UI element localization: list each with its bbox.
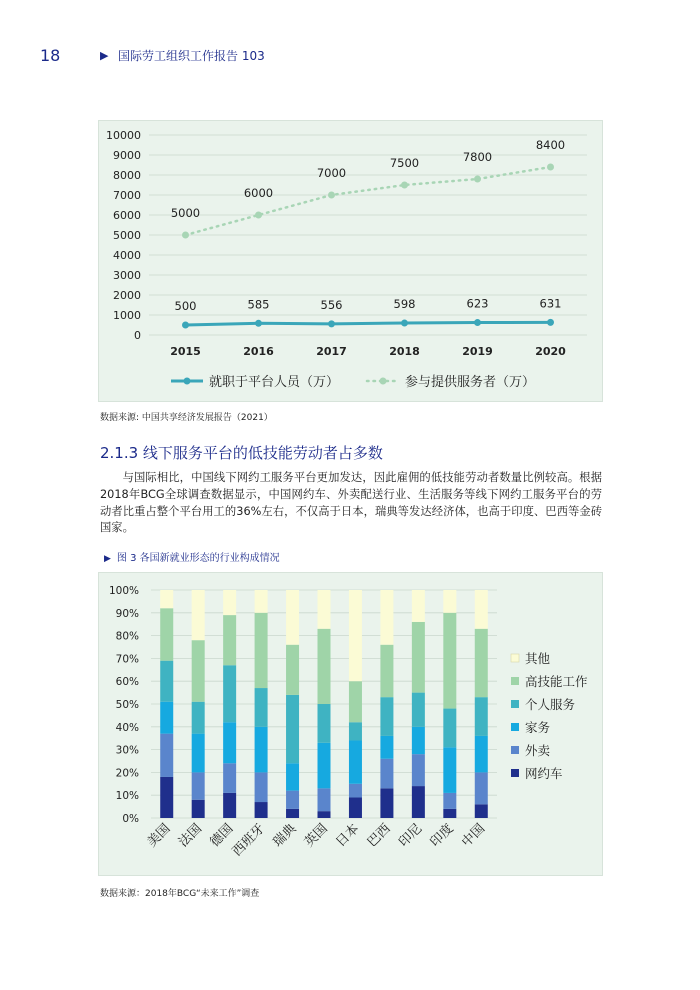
- bar-segment: [160, 661, 173, 702]
- y-tick-label: 1000: [113, 309, 141, 322]
- legend-label-service-providers: 参与提供服务者（万）: [405, 375, 536, 390]
- bar-segment: [443, 809, 456, 818]
- bar-segment: [349, 784, 362, 798]
- x-tick-label: 巴西: [364, 821, 394, 851]
- bar-segment: [349, 590, 362, 681]
- bar-segment: [349, 722, 362, 740]
- data-point-service-providers: [182, 232, 189, 239]
- figure-title: [104, 549, 280, 564]
- bar-segment: [192, 590, 205, 640]
- bar-segment: [223, 590, 236, 615]
- legend-label: 高技能工作: [525, 674, 588, 689]
- y-tick-label: 50%: [115, 699, 139, 711]
- bar-segment: [318, 590, 331, 629]
- bar-segment: [255, 613, 268, 688]
- x-tick-label: 德国: [207, 821, 237, 851]
- bar-segment: [412, 754, 425, 786]
- bar-segment: [255, 590, 268, 613]
- x-tick-label: 2019: [462, 345, 493, 358]
- bar-segment: [286, 763, 299, 790]
- x-tick-label: 2015: [170, 345, 201, 358]
- bar-segment: [318, 743, 331, 789]
- bar-segment: [192, 800, 205, 818]
- x-tick-label: 2017: [316, 345, 347, 358]
- legend-swatch: [511, 677, 519, 685]
- x-tick-label: 2018: [389, 345, 420, 358]
- bar-segment: [443, 709, 456, 748]
- bar-segment: [318, 704, 331, 743]
- figure-arrow-icon: ▶: [104, 554, 111, 564]
- data-label-service-providers: 6000: [243, 186, 274, 200]
- y-tick-label: 30%: [115, 744, 139, 757]
- x-tick-label: 西班牙: [229, 821, 268, 860]
- bar-segment: [192, 734, 205, 773]
- data-label-platform-employees: 623: [466, 296, 489, 311]
- y-tick-label: 10%: [115, 790, 139, 803]
- data-label-service-providers: 7000: [316, 166, 347, 180]
- bar-segment: [286, 645, 299, 695]
- bar-segment: [380, 645, 393, 697]
- y-tick-label: 40%: [115, 721, 139, 734]
- bar-segment: [380, 697, 393, 736]
- legend-label: 网约车: [525, 766, 563, 781]
- chart1-source: 数据来源: 中国共享经济发展报告（2021）: [100, 413, 273, 423]
- y-tick-label: 3000: [113, 269, 141, 282]
- section-title: 2.1.3 线下服务平台的低技能劳动者占多数: [100, 444, 383, 462]
- bar-segment: [412, 622, 425, 693]
- stacked-bar-chart-svg: [99, 573, 602, 875]
- header-arrow-icon: ▶: [100, 49, 109, 62]
- data-label-platform-employees: 631: [539, 296, 562, 311]
- data-point-platform-employees: [255, 320, 262, 327]
- bar-segment: [349, 797, 362, 818]
- y-tick-label: 100%: [108, 585, 139, 597]
- series-line-service-providers: [186, 167, 551, 235]
- data-point-service-providers: [401, 182, 408, 189]
- section-paragraph: 与国际相比，中国线下网约工服务平台更加发达，因此雇佣的低技能劳动者数量比例较高。根据2018年BCG全球调查数据显示，中国网约车、外卖配送行业、生活服务等线下网约工服务平台的劳动者比重占整个平台用工的36%左右，不仅高于日本，瑞典等发达经济体，也高于印度、巴西等金砖国家。: [100, 471, 602, 535]
- y-tick-label: 5000: [113, 229, 141, 242]
- x-tick-label: 法国: [176, 821, 206, 851]
- data-point-service-providers: [328, 192, 335, 199]
- y-tick-label: 9000: [113, 149, 141, 162]
- x-tick-label: 2016: [243, 345, 274, 358]
- industry-composition-chart: [98, 572, 603, 876]
- page-number: 18: [40, 46, 61, 65]
- bar-segment: [286, 590, 299, 645]
- legend-marker-platform-employees: [184, 378, 191, 385]
- data-label-platform-employees: 500: [174, 299, 197, 313]
- legend-swatch: [511, 700, 519, 708]
- y-tick-label: 4000: [113, 249, 141, 262]
- x-tick-label: 日本: [333, 821, 363, 851]
- series-line-platform-employees: [186, 322, 551, 325]
- data-label-service-providers: 5000: [170, 206, 201, 220]
- bar-segment: [318, 788, 331, 811]
- report-title: 国际劳工组织工作报告 103: [118, 49, 265, 63]
- bar-segment: [380, 788, 393, 818]
- bar-segment: [160, 777, 173, 818]
- bar-segment: [443, 747, 456, 793]
- data-label-platform-employees: 598: [393, 297, 416, 312]
- chart2-source: 数据来源：2018年BCG“未来工作”调查: [100, 889, 260, 899]
- bar-segment: [443, 613, 456, 709]
- bar-segment: [380, 759, 393, 789]
- x-tick-label: 中国: [459, 821, 489, 851]
- bar-segment: [412, 727, 425, 754]
- bar-segment: [475, 629, 488, 697]
- bar-segment: [160, 702, 173, 734]
- y-tick-label: 6000: [113, 209, 141, 222]
- data-label-service-providers: 7800: [462, 150, 493, 164]
- legend-marker-service-providers: [380, 378, 387, 385]
- bar-segment: [318, 629, 331, 704]
- y-tick-label: 2000: [113, 289, 141, 302]
- bar-segment: [349, 740, 362, 783]
- bar-segment: [349, 681, 362, 722]
- bar-segment: [160, 608, 173, 660]
- y-tick-label: 8000: [113, 169, 141, 182]
- data-label-service-providers: 7500: [389, 156, 420, 170]
- bar-segment: [255, 772, 268, 802]
- bar-segment: [318, 811, 331, 818]
- bar-segment: [286, 809, 299, 818]
- x-tick-label: 瑞典: [270, 821, 300, 851]
- data-point-service-providers: [474, 176, 481, 183]
- y-tick-label: 0: [134, 329, 141, 342]
- legend-swatch: [511, 769, 519, 777]
- bar-segment: [192, 640, 205, 702]
- legend-label: 其他: [525, 651, 551, 666]
- bar-segment: [475, 804, 488, 818]
- bar-segment: [255, 802, 268, 818]
- data-point-platform-employees: [547, 319, 554, 326]
- line-chart-svg: [99, 121, 602, 401]
- data-label-platform-employees: 556: [320, 297, 343, 312]
- bar-segment: [223, 793, 236, 818]
- bar-segment: [223, 763, 236, 793]
- bar-segment: [443, 590, 456, 613]
- bar-segment: [475, 590, 488, 629]
- x-tick-label: 美国: [144, 821, 174, 851]
- platform-workers-line-chart: [98, 120, 603, 402]
- bar-segment: [223, 722, 236, 763]
- bar-segment: [192, 772, 205, 799]
- y-tick-label: 0%: [122, 813, 139, 825]
- bar-segment: [160, 734, 173, 777]
- x-tick-label: 英国: [301, 821, 331, 851]
- bar-segment: [160, 590, 173, 608]
- y-tick-label: 70%: [115, 653, 139, 666]
- bar-segment: [475, 772, 488, 804]
- legend-swatch: [511, 654, 519, 662]
- bar-segment: [192, 702, 205, 734]
- bar-segment: [443, 793, 456, 809]
- legend-swatch: [511, 746, 519, 754]
- bar-segment: [286, 791, 299, 809]
- y-tick-label: 10000: [106, 129, 141, 142]
- legend-label: 个人服务: [525, 697, 576, 712]
- bar-segment: [412, 590, 425, 622]
- data-label-platform-employees: 585: [247, 297, 270, 312]
- x-tick-label: 2020: [535, 345, 566, 358]
- bar-segment: [475, 697, 488, 736]
- bar-segment: [286, 695, 299, 763]
- figure-title-text: 图 3 各国新就业形态的行业构成情况: [116, 553, 280, 564]
- y-tick-label: 20%: [115, 767, 139, 780]
- legend-label: 家务: [525, 720, 551, 735]
- data-point-platform-employees: [401, 320, 408, 327]
- y-tick-label: 60%: [115, 676, 139, 689]
- bar-segment: [380, 736, 393, 759]
- legend-label: 外卖: [525, 743, 551, 758]
- data-point-service-providers: [547, 164, 554, 171]
- y-tick-label: 80%: [115, 630, 139, 643]
- bar-segment: [380, 590, 393, 645]
- x-tick-label: 印度: [427, 821, 457, 851]
- bar-segment: [475, 736, 488, 772]
- y-tick-label: 7000: [113, 189, 141, 202]
- legend-label-platform-employees: 就职于平台人员（万）: [209, 375, 340, 390]
- data-point-platform-employees: [328, 320, 335, 327]
- data-point-platform-employees: [182, 322, 189, 329]
- x-tick-label: 印尼: [396, 821, 426, 851]
- bar-segment: [255, 727, 268, 773]
- legend-swatch: [511, 723, 519, 731]
- bar-segment: [412, 693, 425, 727]
- bar-segment: [255, 688, 268, 727]
- y-tick-label: 90%: [115, 607, 139, 620]
- bar-segment: [223, 665, 236, 722]
- bar-segment: [412, 786, 425, 818]
- data-label-service-providers: 8400: [535, 138, 566, 152]
- data-point-platform-employees: [474, 319, 481, 326]
- data-point-service-providers: [255, 212, 262, 219]
- bar-segment: [223, 615, 236, 665]
